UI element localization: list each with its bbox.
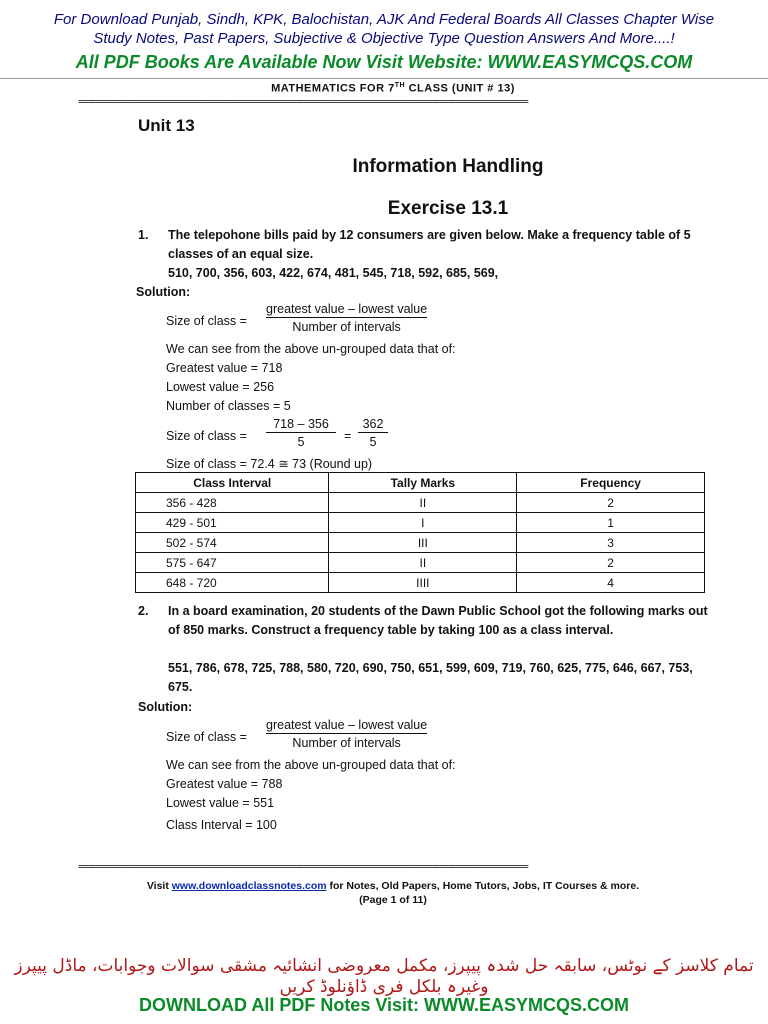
header-class-interval: Class Interval: [136, 473, 329, 493]
frequency-cell: 2: [517, 493, 705, 513]
tally-cell: II: [329, 493, 517, 513]
size-calc-fraction-1: [266, 417, 336, 449]
size-calc-num-1: 718 – 356: [266, 417, 336, 433]
header-separator: ================================================================================: [78, 95, 528, 108]
tally-cell: I: [329, 513, 517, 533]
size-formula-fraction: [266, 302, 427, 334]
size-result: Size of class = 72.4 ≅ 73 (Round up): [166, 457, 373, 471]
class-interval-2: Class Interval = 100: [166, 818, 277, 832]
bottom-banner: [0, 955, 768, 1024]
header-sup: TH: [394, 82, 406, 89]
header-pre: MATHEMATICS FOR 7: [271, 82, 395, 95]
unit-title: Unit 13: [138, 116, 195, 135]
question-2-text: In a board examination, 20 students of the Dawn Public School got the following marks out of 850 marks. Construct a frequency table by taking 100 as a class interval.: [168, 604, 708, 637]
class-interval-cell: 356 - 428: [136, 493, 329, 513]
footer-visit-post: for Notes, Old Papers, Home Tutors, Jobs, IT Courses & more.: [326, 880, 640, 892]
size-formula-2-numerator: greatest value – lowest value: [266, 718, 428, 732]
question-2-data-text: 551, 786, 678, 725, 788, 580, 720, 690, 750, 651, 599, 609, 719, 760, 625, 775, 646, 667, 753, 675.: [168, 661, 693, 694]
class-interval-cell: 429 - 501: [136, 513, 329, 533]
footer-website-link[interactable]: www.downloadclassnotes.com: [171, 880, 327, 892]
size-formula-2-fraction: [266, 718, 427, 750]
lowest-value-2: Lowest value = 551: [166, 796, 275, 810]
observation-2: We can see from the above un-grouped data that of:: [166, 758, 456, 772]
solution-2-label: Solution:: [138, 700, 193, 714]
page-number: (Page 1 of 11): [359, 894, 427, 906]
header-post: CLASS (UNIT # 13): [405, 82, 515, 95]
question-2-number: 2.: [138, 604, 149, 618]
observation-1: We can see from the above un-grouped data that of:: [166, 342, 456, 356]
table-row: [136, 553, 705, 573]
class-interval-cell: 502 - 574: [136, 533, 329, 553]
banner-line-1: For Download Punjab, Sindh, KPK, Balochistan, AJK And Federal Boards All Classes Chapter Wise: [53, 11, 715, 28]
size-formula-denominator: Number of intervals: [292, 320, 401, 334]
table-header-row: [136, 473, 705, 493]
table-row: [136, 513, 705, 533]
size-calc-den-1: 5: [297, 435, 305, 449]
question-2: [138, 602, 738, 662]
question-1-data: 510, 700, 356, 603, 422, 674, 481, 545, 718, 592, 685, 569,: [168, 266, 499, 280]
chapter-title: Information Handling: [352, 156, 544, 177]
frequency-table: [135, 472, 705, 593]
question-1-number: 1.: [138, 228, 149, 242]
size-calc-fraction-2: [358, 417, 388, 449]
header-tally-marks: Tally Marks: [329, 473, 517, 493]
solution-1-label: Solution:: [136, 285, 191, 299]
greatest-value-1: Greatest value = 718: [166, 361, 283, 375]
size-formula-2: [166, 718, 486, 758]
header-frequency: Frequency: [517, 473, 705, 493]
banner-website-line[interactable]: All PDF Books Are Available Now Visit Website: WWW.EASYMCQS.COM: [75, 52, 693, 72]
size-formula-1: [166, 302, 486, 342]
table-row: [136, 493, 705, 513]
size-formula-2-label: Size of class =: [166, 730, 247, 744]
question-2-data: [168, 659, 708, 697]
footer-visit-line: [78, 880, 708, 892]
lowest-value-1: Lowest value = 256: [166, 380, 275, 394]
tally-cell: II: [329, 553, 517, 573]
page-header: [78, 82, 708, 95]
urdu-promo-text: تمام کلاسز کے نوٹس، سابقہ حل شدہ پیپرز، مکمل معروضی انشائیہ مشقی سوالات وجوابات، ماڈل پیپرز وغیرہ بلکل فری ڈاؤنلوڈ کریں: [14, 956, 754, 997]
footer-separator: ================================================================================: [78, 860, 528, 873]
banner-divider: [0, 78, 768, 79]
exercise-title: Exercise 13.1: [387, 198, 509, 219]
number-of-classes: Number of classes = 5: [166, 399, 291, 413]
footer-visit-pre: Visit: [146, 880, 172, 892]
question-1-text: The telepohone bills paid by 12 consumers are given below. Make a frequency table of 5 classes of an equal size.: [168, 228, 691, 261]
tally-cell: III: [329, 533, 517, 553]
download-cta[interactable]: DOWNLOAD All PDF Notes Visit: WWW.EASYMCQS.COM: [139, 995, 629, 1015]
size-calc-num-2: 362: [358, 417, 388, 433]
size-calc-den-2: 5: [369, 435, 377, 449]
frequency-cell: 4: [517, 573, 705, 593]
size-formula-numerator: greatest value – lowest value: [266, 302, 428, 316]
size-formula-label: Size of class =: [166, 314, 247, 328]
tally-cell: IIII: [329, 573, 517, 593]
class-interval-cell: 575 - 647: [136, 553, 329, 573]
greatest-value-2: Greatest value = 788: [166, 777, 283, 791]
banner-line-2: Study Notes, Past Papers, Subjective & Objective Type Question Answers And More....!: [93, 30, 675, 47]
frequency-cell: 2: [517, 553, 705, 573]
size-calc-equals: =: [344, 429, 352, 443]
size-calc-label: Size of class =: [166, 429, 247, 443]
top-banner: [0, 0, 768, 84]
frequency-cell: 1: [517, 513, 705, 533]
document-page: [78, 80, 708, 910]
size-calculation: [166, 417, 486, 457]
size-formula-2-denominator: Number of intervals: [292, 736, 401, 750]
table-row: [136, 573, 705, 593]
table-row: [136, 533, 705, 553]
frequency-cell: 3: [517, 533, 705, 553]
class-interval-cell: 648 - 720: [136, 573, 329, 593]
